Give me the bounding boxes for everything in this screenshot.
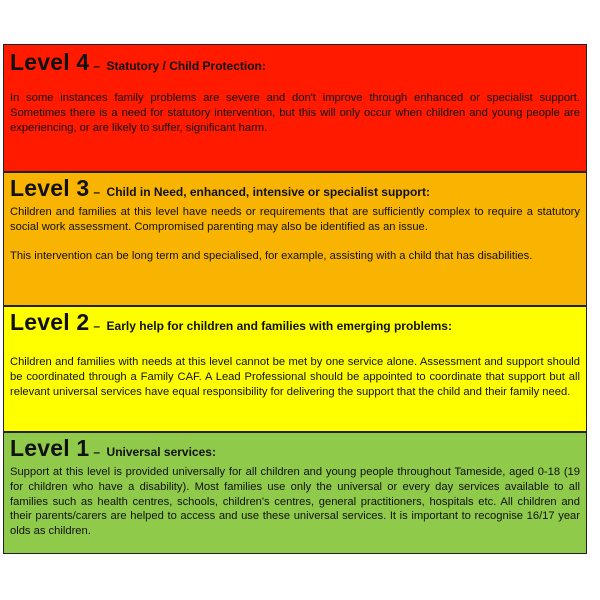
level-1-separator: – [93,445,101,459]
level-1-heading [10,435,580,465]
level-2-box [3,306,587,432]
level-2-heading [10,309,580,339]
level-4-box [3,44,587,172]
level-4-title: Statutory / Child Protection: [106,59,266,73]
level-4-heading [10,49,580,79]
level-4-number: Level 4 [10,49,90,75]
level-1-box [3,432,587,554]
level-3-separator: – [93,185,101,199]
level-2-paragraph: Children and families with needs at this level cannot be met by one service alone. Assessment and support should be coordinated through a Family CAF. A Lead Professional should be appointed to coordinate that support but all relevant universal services have equal responsibility for delivering the support that the child and their family need. [10,356,580,398]
level-1-paragraph: Support at this level is provided universally for all children and young people throughout Tameside, aged 0-18 (19 for children who have a disability). Most families use only the universal or every day services available to all families such as health centres, schools, children's centres, general practitioners, hospitals etc. All children and their parents/carers are helped to access and use these universal services. It is important to recognise 16/17 year olds as children. [10,466,580,538]
level-4-separator: – [93,59,101,73]
level-3-paragraph-2: This intervention can be long term and specialised, for example, assisting with a child that has disabilities. [10,249,533,262]
level-3-box [3,172,587,306]
level-1-title: Universal services: [106,445,216,459]
level-3-number: Level 3 [10,175,90,201]
level-2-separator: – [93,319,101,333]
level-2-number: Level 2 [10,309,90,335]
level-2-title: Early help for children and families with emerging problems: [106,319,452,333]
level-3-title: Child in Need, enhanced, intensive or specialist support: [106,185,430,199]
level-3-paragraph-1: Children and families at this level have needs or requirements that are sufficiently complex to require a statutory social work assessment. Compromised parenting may also be identified as an issue. [10,206,580,233]
level-4-paragraph: In some instances family problems are severe and don't improve through enhanced or specialist support. Sometimes there is a need for statutory intervention, but this will only occur when children and young people are experiencing, or are likely to suffer, significant harm. [10,92,580,134]
level-3-heading [10,175,580,205]
level-1-number: Level 1 [10,435,90,461]
